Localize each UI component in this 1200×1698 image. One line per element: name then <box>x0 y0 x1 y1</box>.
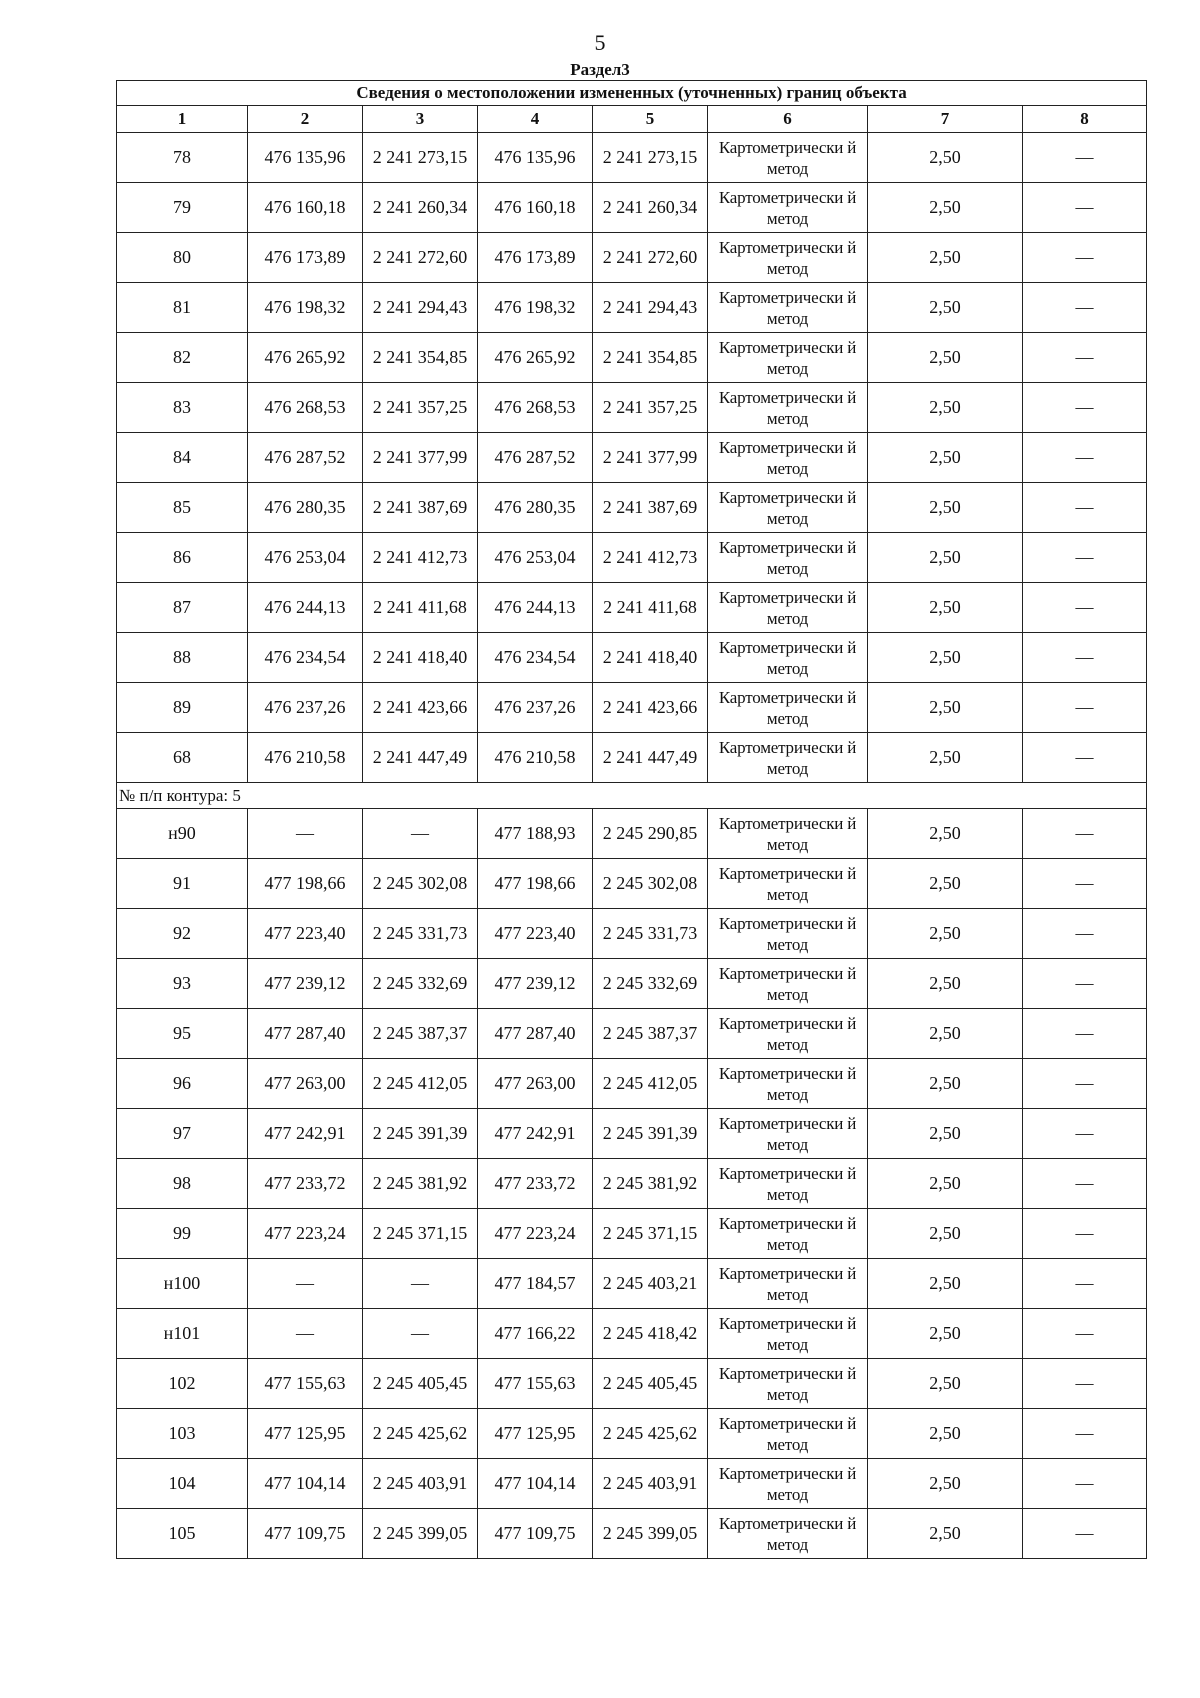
y-old-cell: 2 245 387,37 <box>363 1009 478 1059</box>
point-number-cell: 99 <box>117 1209 248 1259</box>
x-old-cell: 477 104,14 <box>248 1459 363 1509</box>
accuracy-cell: 2,50 <box>868 1259 1023 1309</box>
description-cell: — <box>1023 333 1147 383</box>
y-old-cell: 2 245 381,92 <box>363 1159 478 1209</box>
table-row <box>117 1459 1147 1509</box>
y-old-cell: 2 245 331,73 <box>363 909 478 959</box>
point-number-cell: 87 <box>117 583 248 633</box>
description-cell: — <box>1023 859 1147 909</box>
x-old-cell: 476 287,52 <box>248 433 363 483</box>
point-number-cell: 81 <box>117 283 248 333</box>
y-old-cell: 2 245 371,15 <box>363 1209 478 1259</box>
y-old-cell: 2 241 272,60 <box>363 233 478 283</box>
y-new-cell: 2 241 447,49 <box>593 733 708 783</box>
point-number-cell: 68 <box>117 733 248 783</box>
table-caption: Сведения о местоположении измененных (уточненных) границ объекта <box>117 81 1147 106</box>
method-cell: Картометрически й метод <box>708 1409 868 1459</box>
x-new-cell: 476 173,89 <box>478 233 593 283</box>
method-cell: Картометрически й метод <box>708 1159 868 1209</box>
y-new-cell: 2 245 399,05 <box>593 1509 708 1559</box>
point-number-cell: 96 <box>117 1059 248 1109</box>
y-new-cell: 2 241 411,68 <box>593 583 708 633</box>
y-new-cell: 2 245 371,15 <box>593 1209 708 1259</box>
accuracy-cell: 2,50 <box>868 483 1023 533</box>
y-old-cell: — <box>363 809 478 859</box>
y-old-cell: 2 241 377,99 <box>363 433 478 483</box>
point-number-cell: 93 <box>117 959 248 1009</box>
y-old-cell: 2 245 403,91 <box>363 1459 478 1509</box>
point-number-cell: 103 <box>117 1409 248 1459</box>
description-cell: — <box>1023 809 1147 859</box>
accuracy-cell: 2,50 <box>868 233 1023 283</box>
method-cell: Картометрически й метод <box>708 1009 868 1059</box>
x-new-cell: 476 253,04 <box>478 533 593 583</box>
description-cell: — <box>1023 959 1147 1009</box>
table-row <box>117 1409 1147 1459</box>
method-cell: Картометрически й метод <box>708 183 868 233</box>
point-number-cell: 95 <box>117 1009 248 1059</box>
x-new-cell: 477 223,24 <box>478 1209 593 1259</box>
accuracy-cell: 2,50 <box>868 383 1023 433</box>
y-old-cell: 2 245 405,45 <box>363 1359 478 1409</box>
y-new-cell: 2 241 294,43 <box>593 283 708 333</box>
description-cell: — <box>1023 583 1147 633</box>
y-new-cell: 2 245 418,42 <box>593 1309 708 1359</box>
y-old-cell: 2 241 273,15 <box>363 133 478 183</box>
point-number-cell: 89 <box>117 683 248 733</box>
x-old-cell: 477 223,24 <box>248 1209 363 1259</box>
x-new-cell: 476 234,54 <box>478 633 593 683</box>
method-cell: Картометрически й метод <box>708 1309 868 1359</box>
point-number-cell: 102 <box>117 1359 248 1409</box>
method-cell: Картометрически й метод <box>708 959 868 1009</box>
point-number-cell: 79 <box>117 183 248 233</box>
method-cell: Картометрически й метод <box>708 1059 868 1109</box>
x-old-cell: — <box>248 1309 363 1359</box>
x-old-cell: 476 198,32 <box>248 283 363 333</box>
x-new-cell: 477 155,63 <box>478 1359 593 1409</box>
description-cell: — <box>1023 233 1147 283</box>
description-cell: — <box>1023 1059 1147 1109</box>
x-new-cell: 477 125,95 <box>478 1409 593 1459</box>
y-new-cell: 2 241 260,34 <box>593 183 708 233</box>
method-cell: Картометрически й метод <box>708 533 868 583</box>
y-old-cell: 2 241 294,43 <box>363 283 478 333</box>
x-new-cell: 476 198,32 <box>478 283 593 333</box>
y-old-cell: 2 241 354,85 <box>363 333 478 383</box>
x-new-cell: 476 244,13 <box>478 583 593 633</box>
description-cell: — <box>1023 909 1147 959</box>
x-new-cell: 476 135,96 <box>478 133 593 183</box>
accuracy-cell: 2,50 <box>868 683 1023 733</box>
method-cell: Картометрически й метод <box>708 433 868 483</box>
description-cell: — <box>1023 1159 1147 1209</box>
x-new-cell: 477 166,22 <box>478 1309 593 1359</box>
description-cell: — <box>1023 1109 1147 1159</box>
x-new-cell: 477 233,72 <box>478 1159 593 1209</box>
method-cell: Картометрически й метод <box>708 1459 868 1509</box>
table-row <box>117 283 1147 333</box>
method-cell: Картометрически й метод <box>708 483 868 533</box>
table-body <box>117 133 1147 1559</box>
method-cell: Картометрически й метод <box>708 809 868 859</box>
y-new-cell: 2 241 357,25 <box>593 383 708 433</box>
table-row <box>117 533 1147 583</box>
table-row <box>117 183 1147 233</box>
description-cell: — <box>1023 1359 1147 1409</box>
x-old-cell: 477 233,72 <box>248 1159 363 1209</box>
x-old-cell: 477 242,91 <box>248 1109 363 1159</box>
point-number-cell: 84 <box>117 433 248 483</box>
accuracy-cell: 2,50 <box>868 1009 1023 1059</box>
y-old-cell: 2 241 411,68 <box>363 583 478 633</box>
accuracy-cell: 2,50 <box>868 283 1023 333</box>
x-new-cell: 477 104,14 <box>478 1459 593 1509</box>
table-row <box>117 1359 1147 1409</box>
x-new-cell: 477 184,57 <box>478 1259 593 1309</box>
method-cell: Картометрически й метод <box>708 333 868 383</box>
column-header: 4 <box>478 106 593 133</box>
table-row <box>117 233 1147 283</box>
point-number-cell: 80 <box>117 233 248 283</box>
method-cell: Картометрически й метод <box>708 859 868 909</box>
table-row <box>117 859 1147 909</box>
point-number-cell: 97 <box>117 1109 248 1159</box>
accuracy-cell: 2,50 <box>868 1359 1023 1409</box>
accuracy-cell: 2,50 <box>868 859 1023 909</box>
x-new-cell: 476 287,52 <box>478 433 593 483</box>
page-number: 5 <box>594 30 606 55</box>
method-cell: Картометрически й метод <box>708 633 868 683</box>
x-new-cell: 476 265,92 <box>478 333 593 383</box>
table-header-row <box>117 106 1147 133</box>
accuracy-cell: 2,50 <box>868 1309 1023 1359</box>
point-number-cell: 85 <box>117 483 248 533</box>
table-row <box>117 433 1147 483</box>
column-header: 6 <box>708 106 868 133</box>
table-row <box>117 133 1147 183</box>
method-cell: Картометрически й метод <box>708 1259 868 1309</box>
table-row <box>117 1209 1147 1259</box>
point-number-cell: н101 <box>117 1309 248 1359</box>
x-old-cell: 476 237,26 <box>248 683 363 733</box>
y-old-cell: 2 245 302,08 <box>363 859 478 909</box>
y-old-cell: 2 241 357,25 <box>363 383 478 433</box>
accuracy-cell: 2,50 <box>868 633 1023 683</box>
accuracy-cell: 2,50 <box>868 1109 1023 1159</box>
x-new-cell: 476 268,53 <box>478 383 593 433</box>
y-old-cell: 2 241 412,73 <box>363 533 478 583</box>
point-number-cell: 92 <box>117 909 248 959</box>
description-cell: — <box>1023 1509 1147 1559</box>
accuracy-cell: 2,50 <box>868 1459 1023 1509</box>
column-header: 8 <box>1023 106 1147 133</box>
description-cell: — <box>1023 1209 1147 1259</box>
x-new-cell: 477 287,40 <box>478 1009 593 1059</box>
description-cell: — <box>1023 383 1147 433</box>
y-old-cell: 2 241 387,69 <box>363 483 478 533</box>
point-number-cell: н90 <box>117 809 248 859</box>
y-new-cell: 2 245 403,21 <box>593 1259 708 1309</box>
x-old-cell: — <box>248 1259 363 1309</box>
description-cell: — <box>1023 133 1147 183</box>
table-row <box>117 383 1147 433</box>
accuracy-cell: 2,50 <box>868 1209 1023 1259</box>
method-cell: Картометрически й метод <box>708 383 868 433</box>
accuracy-cell: 2,50 <box>868 733 1023 783</box>
contour-label: № п/п контура: 5 <box>117 783 1147 809</box>
x-old-cell: 477 239,12 <box>248 959 363 1009</box>
table-row <box>117 959 1147 1009</box>
description-cell: — <box>1023 633 1147 683</box>
accuracy-cell: 2,50 <box>868 1159 1023 1209</box>
accuracy-cell: 2,50 <box>868 333 1023 383</box>
accuracy-cell: 2,50 <box>868 183 1023 233</box>
description-cell: — <box>1023 1259 1147 1309</box>
table-row <box>117 1159 1147 1209</box>
y-new-cell: 2 241 387,69 <box>593 483 708 533</box>
x-new-cell: 477 198,66 <box>478 859 593 909</box>
description-cell: — <box>1023 1009 1147 1059</box>
x-new-cell: 477 263,00 <box>478 1059 593 1109</box>
y-new-cell: 2 245 331,73 <box>593 909 708 959</box>
x-new-cell: 477 242,91 <box>478 1109 593 1159</box>
y-old-cell: 2 241 447,49 <box>363 733 478 783</box>
x-old-cell: 476 244,13 <box>248 583 363 633</box>
point-number-cell: 105 <box>117 1509 248 1559</box>
y-old-cell: 2 245 332,69 <box>363 959 478 1009</box>
x-old-cell: 476 210,58 <box>248 733 363 783</box>
y-new-cell: 2 245 405,45 <box>593 1359 708 1409</box>
x-old-cell: 476 268,53 <box>248 383 363 433</box>
x-new-cell: 476 280,35 <box>478 483 593 533</box>
y-new-cell: 2 245 391,39 <box>593 1109 708 1159</box>
x-old-cell: 477 198,66 <box>248 859 363 909</box>
y-new-cell: 2 241 273,15 <box>593 133 708 183</box>
x-old-cell: 476 234,54 <box>248 633 363 683</box>
x-new-cell: 477 188,93 <box>478 809 593 859</box>
description-cell: — <box>1023 183 1147 233</box>
accuracy-cell: 2,50 <box>868 959 1023 1009</box>
point-number-cell: 83 <box>117 383 248 433</box>
y-old-cell: 2 241 260,34 <box>363 183 478 233</box>
x-old-cell: 477 223,40 <box>248 909 363 959</box>
x-old-cell: 476 265,92 <box>248 333 363 383</box>
point-number-cell: 82 <box>117 333 248 383</box>
x-old-cell: 476 135,96 <box>248 133 363 183</box>
description-cell: — <box>1023 1459 1147 1509</box>
method-cell: Картометрически й метод <box>708 583 868 633</box>
table-row <box>117 1259 1147 1309</box>
method-cell: Картометрически й метод <box>708 1109 868 1159</box>
table-row <box>117 583 1147 633</box>
x-new-cell: 476 237,26 <box>478 683 593 733</box>
y-new-cell: 2 245 381,92 <box>593 1159 708 1209</box>
description-cell: — <box>1023 683 1147 733</box>
x-new-cell: 476 160,18 <box>478 183 593 233</box>
description-cell: — <box>1023 733 1147 783</box>
y-old-cell: 2 241 423,66 <box>363 683 478 733</box>
x-old-cell: — <box>248 809 363 859</box>
x-old-cell: 477 155,63 <box>248 1359 363 1409</box>
column-header: 1 <box>117 106 248 133</box>
point-number-cell: 78 <box>117 133 248 183</box>
x-new-cell: 477 239,12 <box>478 959 593 1009</box>
y-old-cell: 2 245 425,62 <box>363 1409 478 1459</box>
column-header: 3 <box>363 106 478 133</box>
x-old-cell: 477 125,95 <box>248 1409 363 1459</box>
table-row <box>117 483 1147 533</box>
contour-row <box>117 783 1147 809</box>
accuracy-cell: 2,50 <box>868 1059 1023 1109</box>
x-old-cell: 477 109,75 <box>248 1509 363 1559</box>
section-title: Раздел3 <box>570 60 630 79</box>
y-old-cell: — <box>363 1309 478 1359</box>
y-new-cell: 2 245 332,69 <box>593 959 708 1009</box>
table-row <box>117 1009 1147 1059</box>
method-cell: Картометрически й метод <box>708 1209 868 1259</box>
accuracy-cell: 2,50 <box>868 583 1023 633</box>
y-new-cell: 2 241 377,99 <box>593 433 708 483</box>
table-row <box>117 909 1147 959</box>
point-number-cell: 91 <box>117 859 248 909</box>
y-old-cell: 2 245 391,39 <box>363 1109 478 1159</box>
accuracy-cell: 2,50 <box>868 909 1023 959</box>
table-row <box>117 683 1147 733</box>
accuracy-cell: 2,50 <box>868 133 1023 183</box>
x-new-cell: 477 109,75 <box>478 1509 593 1559</box>
method-cell: Картометрически й метод <box>708 1359 868 1409</box>
point-number-cell: 98 <box>117 1159 248 1209</box>
table-row <box>117 1059 1147 1109</box>
y-new-cell: 2 245 387,37 <box>593 1009 708 1059</box>
y-new-cell: 2 245 302,08 <box>593 859 708 909</box>
y-new-cell: 2 241 423,66 <box>593 683 708 733</box>
x-old-cell: 476 253,04 <box>248 533 363 583</box>
accuracy-cell: 2,50 <box>868 433 1023 483</box>
y-new-cell: 2 245 290,85 <box>593 809 708 859</box>
table-row <box>117 633 1147 683</box>
y-new-cell: 2 241 272,60 <box>593 233 708 283</box>
y-new-cell: 2 241 418,40 <box>593 633 708 683</box>
column-header: 5 <box>593 106 708 133</box>
y-new-cell: 2 241 412,73 <box>593 533 708 583</box>
point-number-cell: 88 <box>117 633 248 683</box>
description-cell: — <box>1023 533 1147 583</box>
description-cell: — <box>1023 483 1147 533</box>
method-cell: Картометрически й метод <box>708 909 868 959</box>
description-cell: — <box>1023 283 1147 333</box>
accuracy-cell: 2,50 <box>868 809 1023 859</box>
x-old-cell: 477 287,40 <box>248 1009 363 1059</box>
method-cell: Картометрически й метод <box>708 733 868 783</box>
x-new-cell: 477 223,40 <box>478 909 593 959</box>
y-new-cell: 2 241 354,85 <box>593 333 708 383</box>
table-row <box>117 1309 1147 1359</box>
method-cell: Картометрически й метод <box>708 133 868 183</box>
x-old-cell: 476 160,18 <box>248 183 363 233</box>
boundary-table <box>116 80 1147 1559</box>
method-cell: Картометрически й метод <box>708 683 868 733</box>
point-number-cell: 86 <box>117 533 248 583</box>
y-new-cell: 2 245 425,62 <box>593 1409 708 1459</box>
description-cell: — <box>1023 1409 1147 1459</box>
method-cell: Картометрически й метод <box>708 283 868 333</box>
table-row <box>117 733 1147 783</box>
y-new-cell: 2 245 403,91 <box>593 1459 708 1509</box>
table-row <box>117 1509 1147 1559</box>
y-new-cell: 2 245 412,05 <box>593 1059 708 1109</box>
description-cell: — <box>1023 433 1147 483</box>
method-cell: Картометрически й метод <box>708 1509 868 1559</box>
point-number-cell: н100 <box>117 1259 248 1309</box>
table-row <box>117 1109 1147 1159</box>
method-cell: Картометрически й метод <box>708 233 868 283</box>
column-header: 7 <box>868 106 1023 133</box>
y-old-cell: 2 245 412,05 <box>363 1059 478 1109</box>
description-cell: — <box>1023 1309 1147 1359</box>
y-old-cell: — <box>363 1259 478 1309</box>
table-row <box>117 809 1147 859</box>
point-number-cell: 104 <box>117 1459 248 1509</box>
table-row <box>117 333 1147 383</box>
x-old-cell: 476 173,89 <box>248 233 363 283</box>
x-old-cell: 477 263,00 <box>248 1059 363 1109</box>
y-old-cell: 2 245 399,05 <box>363 1509 478 1559</box>
accuracy-cell: 2,50 <box>868 533 1023 583</box>
accuracy-cell: 2,50 <box>868 1509 1023 1559</box>
column-header: 2 <box>248 106 363 133</box>
table-caption-row <box>117 81 1147 106</box>
x-new-cell: 476 210,58 <box>478 733 593 783</box>
y-old-cell: 2 241 418,40 <box>363 633 478 683</box>
accuracy-cell: 2,50 <box>868 1409 1023 1459</box>
x-old-cell: 476 280,35 <box>248 483 363 533</box>
